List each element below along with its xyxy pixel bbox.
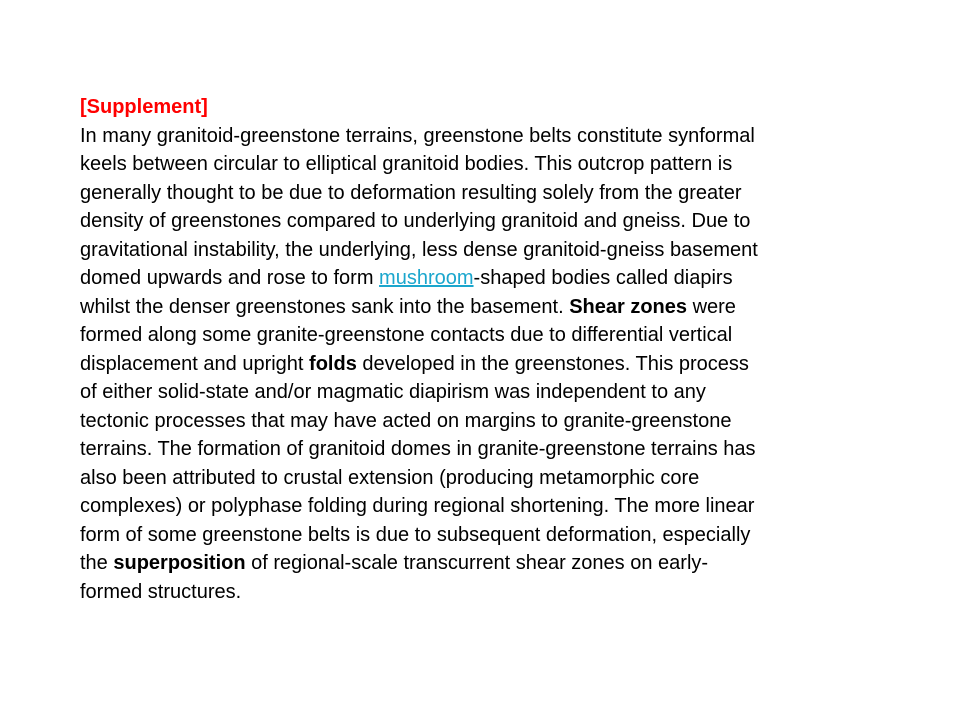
paragraph-line-5: gravitational instability, the underlying, less dense granitoid-gneiss basement — [80, 238, 758, 261]
paragraph-line-14: complexes) or polyphase folding during regional shortening. The more linear — [80, 495, 755, 517]
paragraph-line-6-end: -shaped bodies called diapirs — [473, 267, 733, 289]
supplement-text-block — [80, 93, 880, 606]
superposition-term: superposition — [113, 552, 246, 574]
paragraph-line-7 — [80, 293, 880, 322]
paragraph-line-16-start: the — [80, 552, 114, 574]
paragraph-line-9-start: displacement and upright — [80, 352, 310, 375]
paragraph-line-17: formed structures. — [80, 580, 242, 603]
paragraph-line-7-start: whilst the denser greenstones sank into the basement. — [80, 295, 570, 318]
paragraph-line-8: formed along some granite-greenstone contacts due to differential vertical — [80, 324, 733, 346]
paragraph-line-10: of either solid-state and/or magmatic diapirism was independent to any — [80, 381, 706, 403]
shear-zones-term: Shear zones — [569, 295, 688, 318]
paragraph-line-6-start: domed upwards and rose to form — [80, 267, 380, 289]
paragraph-line-2: keels between circular to elliptical granitoid bodies. This outcrop pattern is — [80, 153, 733, 175]
paragraph-line-16-end: of regional-scale transcurrent shear zones on early- — [245, 552, 709, 574]
supplement-heading: [Supplement] — [80, 96, 208, 118]
paragraph-line-3: generally thought to be due to deformation resulting solely from the greater — [80, 181, 742, 204]
paragraph-line-6 — [80, 264, 880, 293]
paragraph-line-11: tectonic processes that may have acted on margins to granite-greenstone — [80, 409, 732, 432]
paragraph-line-13: also been attributed to crustal extension (producing metamorphic core — [80, 466, 700, 489]
paragraph-line-15: form of some greenstone belts is due to subsequent deformation, especially — [80, 523, 751, 546]
paragraph-line-9-end: developed in the greenstones. This process — [356, 352, 749, 375]
paragraph-line-1: In many granitoid-greenstone terrains, greenstone belts constitute synformal — [80, 124, 755, 147]
paragraph-line-7-end: were — [687, 295, 736, 318]
folds-term: folds — [309, 352, 357, 375]
paragraph-line-12: terrains. The formation of granitoid domes in granite-greenstone terrains has — [80, 438, 756, 460]
mushroom-link[interactable]: mushroom — [379, 267, 474, 289]
paragraph-line-4: density of greenstones compared to underlying granitoid and gneiss. Due to — [80, 210, 751, 232]
paragraph-line-9 — [80, 350, 880, 379]
paragraph-line-16 — [80, 549, 880, 578]
